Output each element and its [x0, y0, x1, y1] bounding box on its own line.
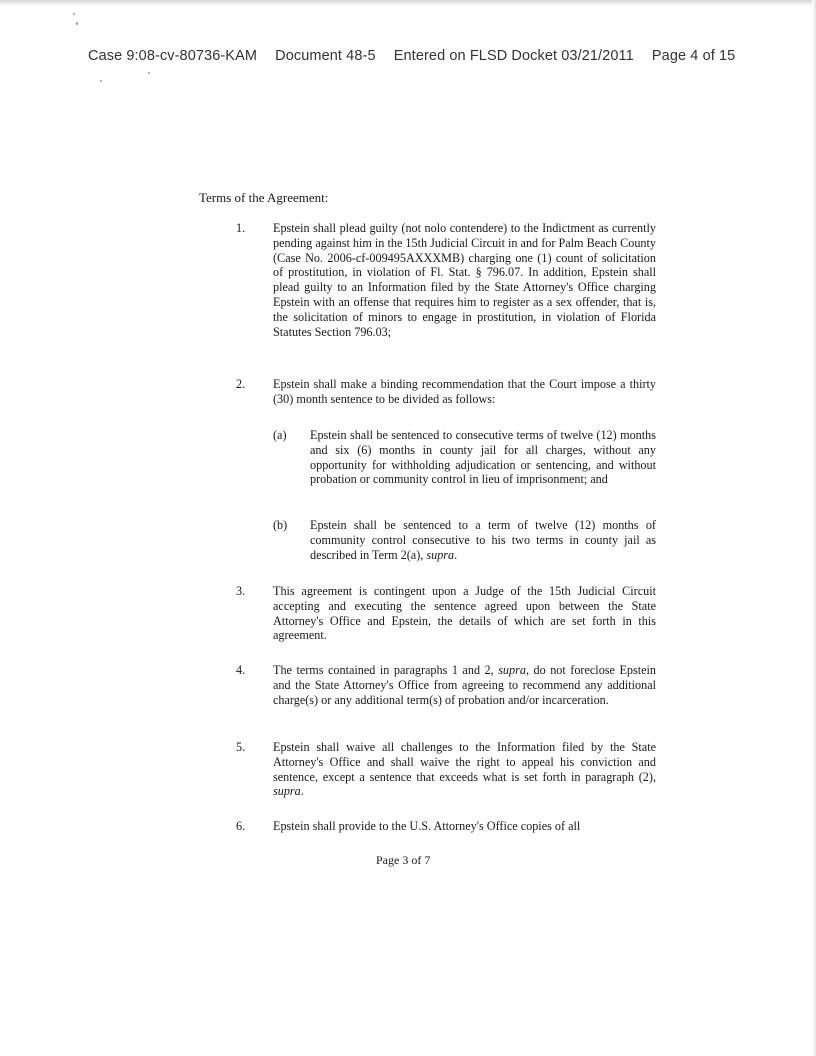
term-text: Epstein shall plead guilty (not nolo contendere) to the Indictment as currently pending against him in the 15th Judicial Circuit in and for Palm Beach County (Case No. 2006-cf-009495AXXXMB) charging one (1) count of solicitation of prostitution, in violation of Fl. Stat. § 796.07. In addition, Epstein shall plead guilty to an Information filed by the State Attorney's Office charging Epstein with an offense that requires him to register as a sex offender, that is, the solicitation of minors to engage in prostitution, in violation of Florida Statutes Section 796.03; [273, 221, 656, 339]
term-subitem-a [273, 428, 656, 487]
term-text [273, 663, 656, 707]
term-number: 5. [236, 740, 246, 754]
scan-speck [73, 13, 75, 15]
term-item-2 [236, 377, 656, 407]
term-number: 2. [236, 377, 246, 391]
term-number: 4. [236, 663, 246, 677]
subitem-letter: (a) [273, 428, 287, 442]
term-text-part: Epstein shall waive all challenges to the Information filed by the State Attorney's Office and shall waive the right to appeal his conviction and sentence, except a sentence that exceeds what is set forth in paragraph (2), [273, 740, 656, 784]
subitem-letter: (b) [273, 518, 288, 532]
subitem-text [310, 518, 656, 562]
term-subitem-b [273, 518, 656, 562]
case-number: Case 9:08-cv-80736-KAM [88, 48, 258, 64]
term-text-part: . [300, 784, 304, 799]
term-item-4 [236, 663, 656, 707]
page-footer: Page 3 of 7 [376, 853, 431, 867]
subitem-text: Epstein shall be sentenced to consecutive terms of twelve (12) months and six (6) months in county jail for all charges, without any opportunity for withholding adjudication or sentencing, and without probation or community control in lieu of imprisonment; and [310, 428, 656, 487]
term-text-part: The terms contained in paragraphs 1 and 2, [273, 663, 494, 677]
term-text-part: , do not foreclose Epstein and the State Attorney's Office from agreeing to recommend any additional charge(s) or any additional term(s) of probation and/or incarceration. [273, 663, 656, 707]
term-item-5 [236, 740, 656, 799]
term-text: This agreement is contingent upon a Judge of the 15th Judicial Circuit accepting and executing the sentence agreed upon between the State Attorney's Office and Epstein, the details of which are set forth in this agreement. [273, 584, 656, 643]
scan-speck [76, 22, 78, 25]
document-number: Document 48-5 [275, 48, 376, 64]
latin-term: supra [273, 784, 301, 799]
term-item-1 [236, 221, 656, 339]
subitem-text-part: Epstein shall be sentenced to a term of twelve (12) months of community control consecutive to his two terms in county jail as described in Term 2(a), [310, 518, 656, 562]
term-number: 6. [236, 819, 246, 833]
term-item-6 [236, 819, 656, 834]
latin-term: supra [498, 663, 526, 677]
court-filing-header [88, 48, 749, 64]
term-text: Epstein shall provide to the U.S. Attorney's Office copies of all [273, 819, 581, 833]
latin-term: supra [426, 547, 455, 562]
section-heading: Terms of the Agreement: [199, 190, 329, 205]
term-text [273, 740, 656, 799]
filing-page-number: Page 4 of 15 [651, 48, 736, 64]
term-number: 1. [236, 221, 246, 235]
scan-edge-right [812, 0, 816, 1056]
subitem-text-part: . [454, 547, 458, 562]
scan-speck [100, 80, 102, 82]
scan-speck [148, 72, 150, 74]
term-item-3 [236, 584, 656, 643]
docket-entry: Entered on FLSD Docket 03/21/2011 [393, 48, 634, 64]
scan-edge [0, 0, 816, 6]
term-text: Epstein shall make a binding recommendation that the Court impose a thirty (30) month sentence to be divided as follows: [273, 377, 656, 406]
term-number: 3. [236, 584, 246, 598]
